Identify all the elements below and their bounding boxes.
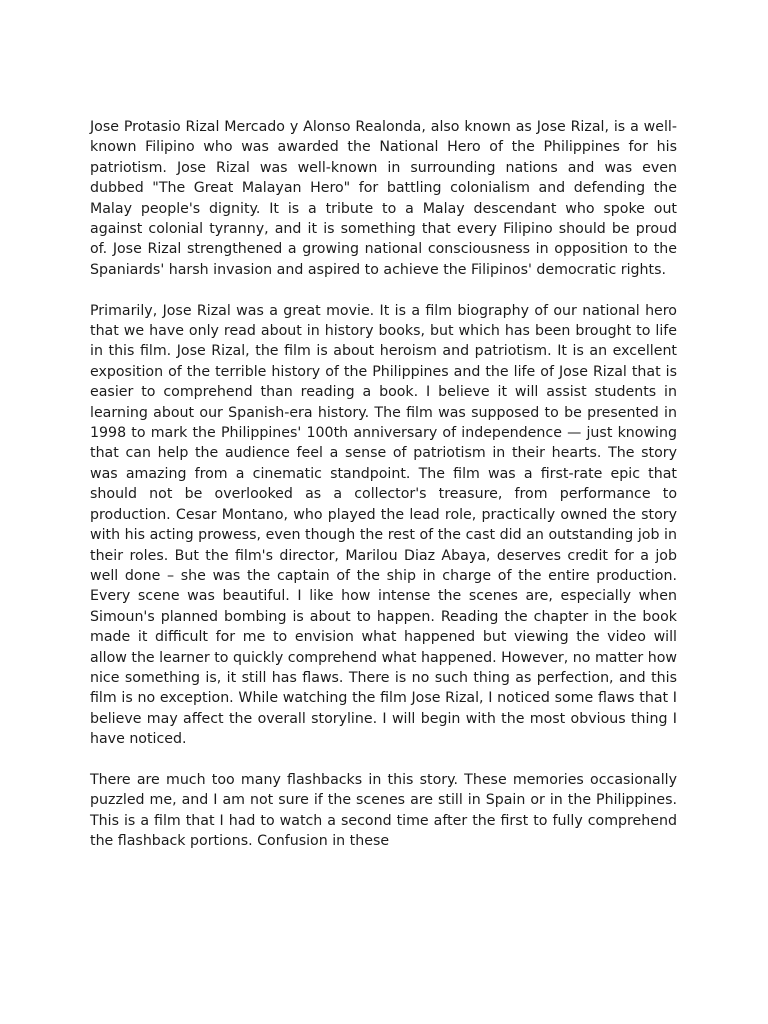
paragraph-flashbacks: There are much too many flashbacks in this story. These memories occasionally puzzled me, and I am not sure if the scenes are still in Spain or in the Philippines. This is a film that I had to watch a second time after the first to fully comprehend the flashback portions. Confusion in these xyxy=(90,771,677,850)
paragraph-intro: Jose Protasio Rizal Mercado y Alonso Realonda, also known as Jose Rizal, is a well-known Filipino who was awarded the National Hero of the Philippines for his patriotism. Jose Rizal was well-known in surrounding nations and was even dubbed "The Great Malayan Hero" for battling colonialism and defending the Malay people's dignity. It is a tribute to a Malay descendant who spoke out against colonial tyranny, and it is something that every Filipino should be proud of. Jose Rizal strengthened a growing national consciousness in opposition to the Spaniards' harsh invasion and aspired to achieve the Filipinos' democratic rights. xyxy=(90,119,677,278)
paragraph-review: Primarily, Jose Rizal was a great movie. It is a film biography of our national hero that we have only read about in history books, but which has been brought to life in this film. Jose Rizal, the film is about heroism and patriotism. It is an excellent exposition of the terrible history of the Philippines and the life of Jose Rizal that is easier to comprehend than reading a book. I believe it will assist students in learning about our Spanish-era history. The film was supposed to be presented in 1998 to mark the Philippines' 100th anniversary of independence — just knowing that can help the audience feel a sense of patriotism in their hearts. The story was amazing from a cinematic standpoint. The film was a first-rate epic that should not be overlooked as a collector's treasure, from performance to production. Cesar Montano, who played the lead role, practically owned the story with his acting prowess, even though the rest of the cast did an outstanding job in their roles. But the film's director, Marilou Diaz Abaya, deserves credit for a job well done – she was the captain of the ship in charge of the entire production. Every scene was beautiful. I like how intense the scenes are, especially when Simoun's planned bombing is about to happen. Reading the chapter in the book made it difficult for me to envision what happened but viewing the video will allow the learner to quickly comprehend what happened. However, no matter how nice something is, it still has flaws. There is no such thing as perfection, and this film is no exception. While watching the film Jose Rizal, I noticed some flaws that I believe may affect the overall storyline. I will begin with the most obvious thing I have noticed. xyxy=(90,302,677,748)
document-body xyxy=(90,117,677,872)
